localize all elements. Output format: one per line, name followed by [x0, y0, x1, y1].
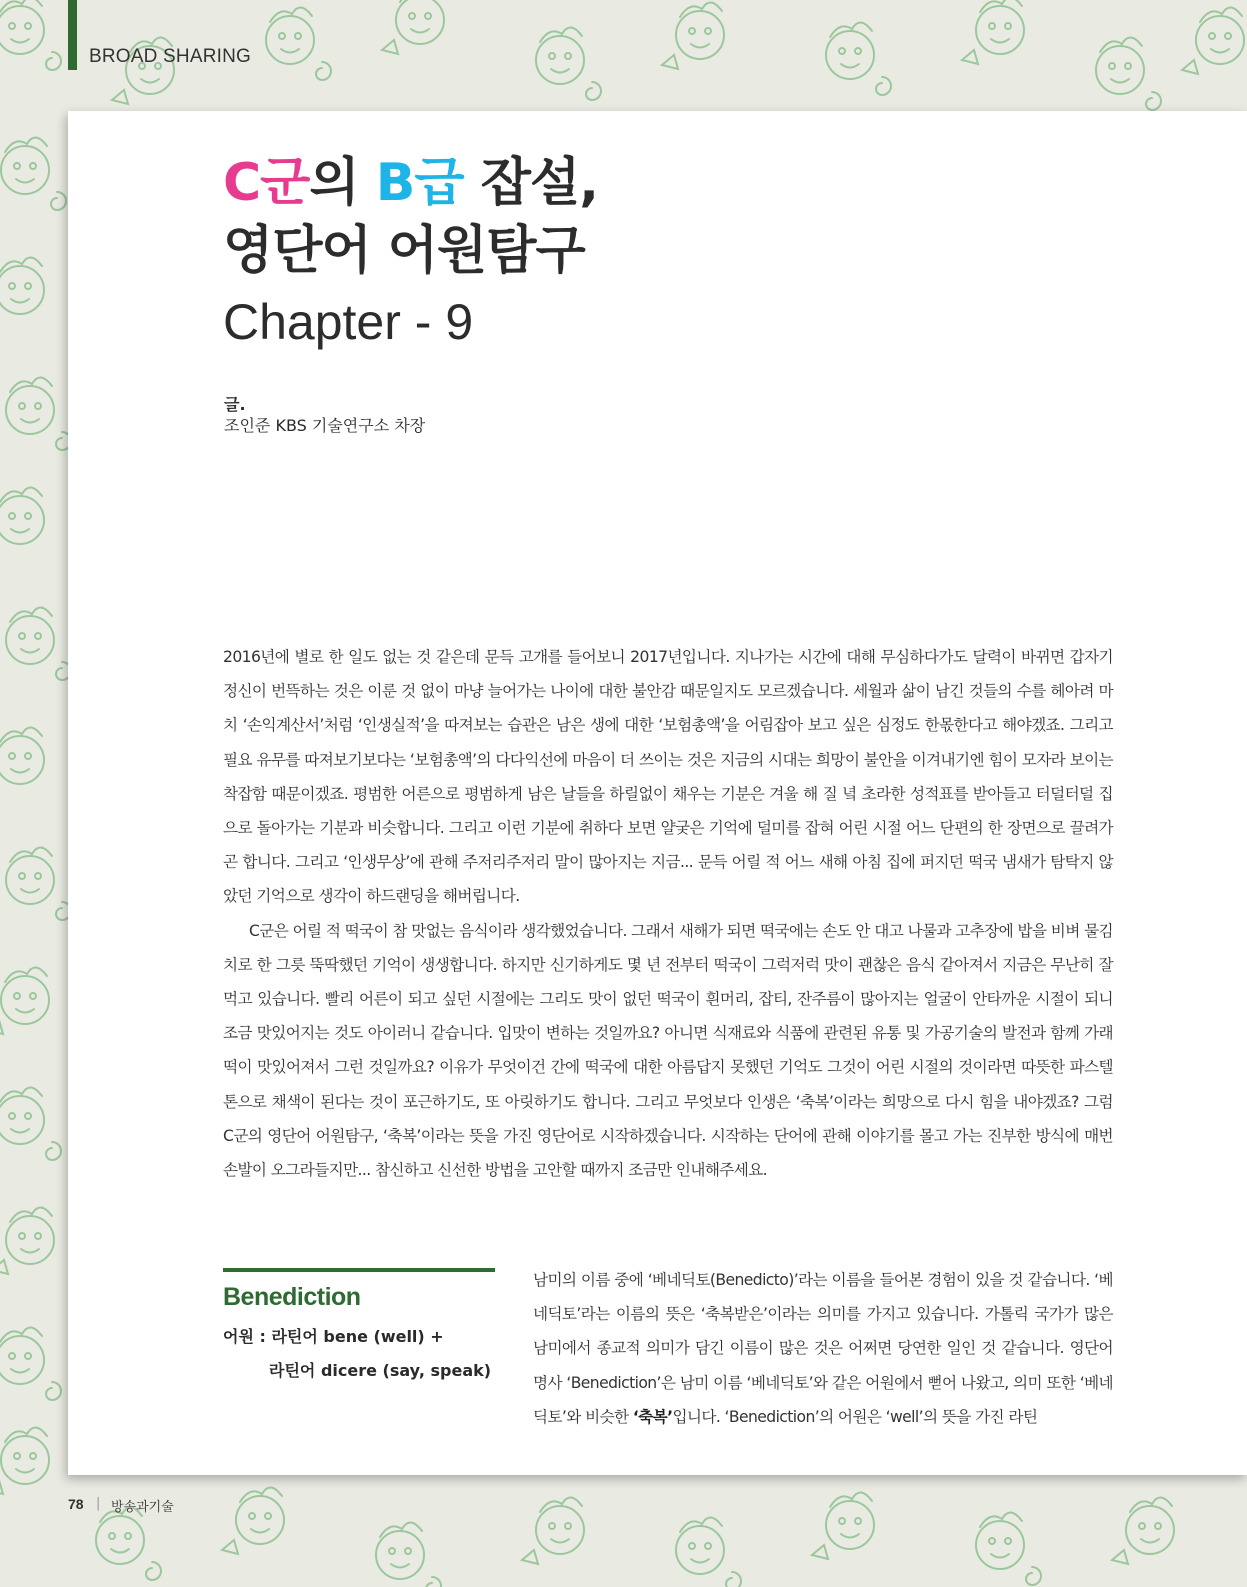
title-c-gun: C군 [223, 153, 310, 213]
doodle-figure [0, 257, 44, 324]
explanation-text-start: 남미의 이름 중에 ‘베네딕토(Benedicto)’라는 이름을 들어본 경험이 있을 것 같습니다. ‘베네딕토’라는 이름의 뜻은 ‘축복받은’이라는 의미를 가지고 있습니다. 가톨릭 국가가 많은 남미에서 종교적 의미가 담긴 이름이 많은 것은 어쩌면 당연한 일인 것 같습니다. 영단어 명사 ‘Benediction’은 남미 이름 ‘베네딕토’와 같은 어원에서 뻗어 나왔고, 의미 또한 ‘베네딕토’와 비슷한 [533, 1271, 1113, 1426]
footer-separator: | [96, 1496, 101, 1511]
word-explanation [533, 1263, 1113, 1434]
byline-label: 글. [224, 395, 246, 414]
section-accent-bar [68, 0, 77, 70]
word-box-rule [223, 1268, 495, 1272]
doodle-figure [0, 967, 49, 1034]
doodle-figure [536, 27, 601, 100]
doodle-figure [1096, 37, 1161, 110]
doodle-figure [826, 22, 891, 95]
doodle-figure [222, 1487, 284, 1554]
title-particle: 의 [309, 153, 376, 213]
doodle-figure [676, 1517, 741, 1587]
doodle-figure [0, 1207, 54, 1274]
word-title: Benediction [223, 1283, 361, 1311]
doodle-figure [0, 727, 44, 794]
article-title-line-2: 영단어 어원탐구 [223, 221, 585, 281]
doodle-figure [6, 377, 71, 450]
section-label: BROAD SHARING [89, 46, 252, 67]
doodle-figure [6, 847, 71, 920]
article-title-line-1 [223, 153, 598, 213]
doodle-figure [812, 1492, 874, 1559]
magazine-name: 방송과기술 [111, 1500, 174, 1515]
explanation-bold-term: ‘축복’ [632, 1407, 673, 1426]
title-rest: 잡설, [463, 153, 598, 213]
page-number: 78 [68, 1496, 84, 1512]
body-paragraph-2: C군은 어릴 적 떡국이 참 맛없는 음식이라 생각했었습니다. 그래서 새해가 되면 떡국에는 손도 안 대고 나물과 고추장에 밥을 비벼 물김치로 한 그릇 뚝딱했던 기억이 생생합니다. 하지만 신기하게도 몇 년 전부터 떡국이 그럭저럭 맛이 괜찮은 음식 같아져서 지금은 무난히 잘 먹고 있습니다. 빨리 어른이 되고 싶던 시절에는 그리도 맛이 없던 떡국이 흰머리, 잡티, 잔주름이 많아지는 얼굴이 안타까운 시절이 되니 조금 맛있어지는 것도 아이러니 같습니다. 입맛이 변하는 것일까요? 아니면 식재료와 식품에 관련된 유통 및 가공기술의 발전과 함께 가래떡이 맛있어져서 그런 것일까요? 이유가 무엇이건 간에 떡국에 대한 아름답지 못했던 기억도 그것이 어린 시절의 것이라면 따뜻한 파스텔톤으로 채색이 된다는 것이 포근하기도, 또 아릿하기도 합니다. 그리고 무엇보다 인생은 ‘축복’이라는 희망으로 다시 힘을 내야겠죠? 그럼 C군의 영단어 어원탐구, ‘축복’이라는 뜻을 가진 영단어로 시작하겠습니다. 시작하는 단어에 관해 이야기를 몰고 가는 진부한 방식에 매번 손발이 오그라들지만... 참신하고 신선한 방법을 고안할 때까지 조금만 인내해주세요. [223, 921, 1113, 1180]
doodle-figure [0, 1427, 49, 1494]
doodle-figure [662, 2, 724, 69]
word-explanation-paragraph [533, 1263, 1113, 1434]
explanation-text-end: 입니다. ‘Benediction’의 어원은 ‘well’의 뜻을 가진 라틴 [672, 1407, 1038, 1426]
doodle-figure [0, 1087, 61, 1160]
body-paragraph-1: 2016년에 별로 한 일도 없는 것 같은데 문득 고개를 들어보니 2017년입니다. 지나가는 시간에 대해 무심하다가도 달력이 바뀌면 갑자기 정신이 번뜩하는 것은 이룬 것 없이 마냥 늘어가는 나이에 대한 불안감 때문일지도 모르겠습니다. 세월과 삶이 남긴 것들의 수를 헤아려 마치 ‘손익계산서’처럼 ‘인생실적’을 따져보는 습관은 남은 생에 대한 ‘보험총액’을 어림잡아 보고 싶은 심정도 한몫한다고 해야겠죠. 그리고 필요 유무를 따져보기보다는 ‘보험총액’의 다다익선에 마음이 더 쓰이는 것은 지금의 시대는 희망이 불안을 이겨내기엔 힘이 모자라 보이는 착잡함 때문이겠죠. 평범한 어른으로 평범하게 남은 날들을 하릴없이 채우는 기분은 겨울 해 질 녘 초라한 성적표를 받아들고 터덜터덜 집으로 돌아가는 기분과 비슷합니다. 그리고 이런 기분에 취하다 보면 얄궂은 기억에 덜미를 잡혀 어린 시절 어느 단편의 한 장면으로 끌려가곤 합니다. 그리고 ‘인생무상’에 관해 주저리주저리 말이 많아지는 지금... 문득 어릴 적 어느 새해 아침 집에 퍼지던 떡국 냄새가 탐탁지 않았던 기억으로 생각이 하드랜딩을 해버립니다. [223, 648, 1113, 906]
word-origin-line-1: 어원 : 라틴어 bene (well) + [223, 1327, 444, 1346]
doodle-figure [522, 1497, 584, 1564]
doodle-figure [266, 7, 331, 80]
doodle-figure [1, 137, 66, 210]
doodle-figure [0, 487, 44, 554]
doodle-figure [962, 0, 1024, 64]
byline-author: 조인준 KBS 기술연구소 차장 [224, 416, 426, 435]
word-origin-line-2: 라틴어 dicere (say, speak) [269, 1361, 492, 1380]
doodle-figure [376, 1522, 441, 1587]
doodle-figure [1182, 7, 1244, 74]
doodle-figure [976, 1512, 1041, 1585]
article-body [223, 640, 1113, 1187]
doodle-figure [0, 1327, 61, 1400]
doodle-figure [1112, 1497, 1174, 1564]
doodle-figure [382, 0, 444, 54]
doodle-figure [6, 607, 71, 680]
doodle-figure [0, 0, 61, 70]
doodle-figure [96, 1507, 161, 1580]
title-b-grade: B급 [375, 153, 464, 213]
chapter-heading: Chapter - 9 [223, 294, 474, 350]
